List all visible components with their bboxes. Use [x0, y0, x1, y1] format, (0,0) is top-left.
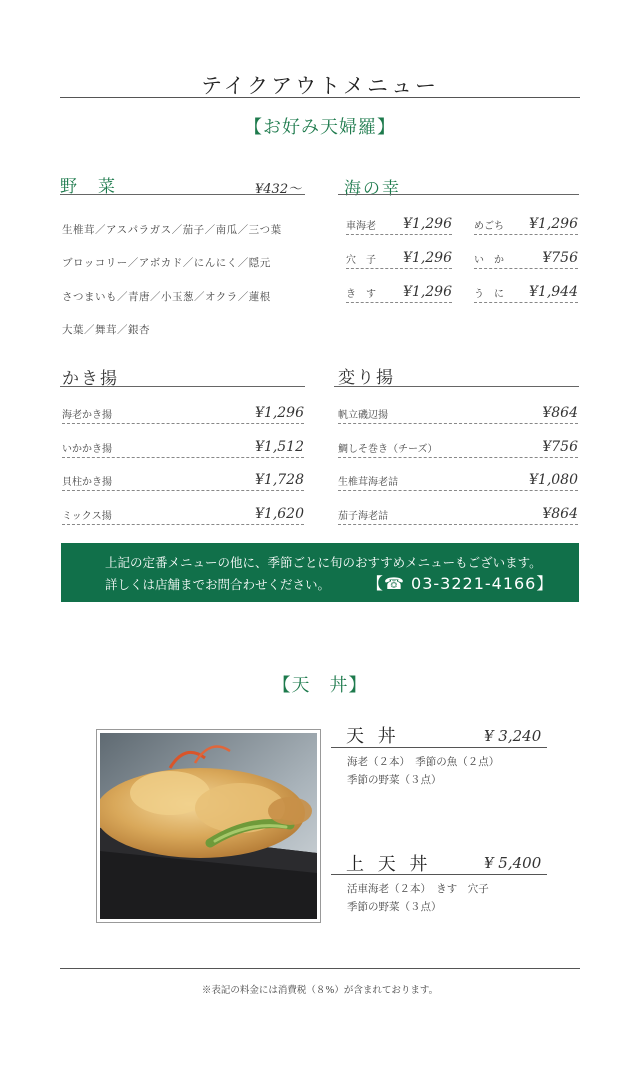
banner-line-2: 詳しくは店舗までお問合わせください。	[105, 577, 331, 592]
item-price: ¥1,296	[255, 405, 304, 421]
section-title-tendon: 【天 丼】	[272, 675, 368, 696]
kawariage-rule	[334, 386, 579, 387]
item-name: 生椎茸海老詰	[338, 477, 398, 488]
item-name: う に	[474, 289, 504, 300]
vegetables-heading: 野 菜	[60, 177, 117, 197]
tendon-photo-image	[100, 733, 317, 919]
item-price: ¥1,728	[255, 472, 304, 488]
section-title-tempura: 【お好み天婦羅】	[244, 117, 396, 138]
seafood-rule	[338, 194, 579, 195]
menu-item	[62, 473, 304, 491]
vegetables-line: 大葉／舞茸／銀杏	[62, 324, 150, 336]
item-name: 海老かき揚	[62, 410, 112, 421]
kawariage-heading: 変り揚	[338, 368, 395, 388]
item-name: い か	[474, 255, 504, 266]
banner-line-1: 上記の定番メニューの他に、季節ごとに旬のおすすめメニューもございます。	[105, 555, 542, 570]
item-name: ミックス揚	[62, 511, 112, 522]
menu-item	[62, 440, 304, 458]
item-name: 鯛しそ巻き（チーズ）	[338, 444, 438, 455]
jo-tendon-price: ¥ 5,400	[484, 854, 542, 872]
vegetables-line: ブロッコリー／アボカド／にんにく／隠元	[62, 257, 271, 269]
vegetables-line: さつまいも／青唐／小玉葱／オクラ／蓮根	[62, 291, 271, 303]
menu-item	[346, 217, 452, 235]
item-name: いかかき揚	[62, 444, 112, 455]
jo-tendon-description: 活車海老（２本） きす 穴子	[347, 883, 489, 895]
tendon-name: 天 丼	[346, 726, 400, 747]
menu-item	[346, 285, 452, 303]
item-price: ¥1,080	[529, 472, 578, 488]
menu-item	[474, 285, 578, 303]
tendon-description: 季節の野菜（３点）	[347, 774, 442, 786]
menu-item	[346, 251, 452, 269]
item-price: ¥864	[542, 405, 578, 421]
item-price: ¥1,944	[529, 284, 578, 300]
item-price: ¥756	[542, 250, 578, 266]
menu-item	[62, 507, 304, 525]
item-name: 穴 子	[346, 255, 376, 266]
vegetables-line: 生椎茸／アスパラガス／茄子／南瓜／三つ葉	[62, 224, 282, 236]
item-name: めごち	[474, 221, 504, 232]
jo-tendon-name: 上 天 丼	[346, 854, 432, 875]
item-price: ¥1,296	[403, 216, 452, 232]
menu-item	[338, 440, 578, 458]
menu-item	[338, 473, 578, 491]
item-name: 茄子海老詰	[338, 511, 388, 522]
menu-item	[474, 217, 578, 235]
kakiage-rule	[60, 386, 305, 387]
item-price: ¥1,296	[403, 284, 452, 300]
item-price: ¥1,296	[403, 250, 452, 266]
tendon-description: 海老（２本） 季節の魚（２点）	[347, 756, 500, 768]
menu-item	[62, 406, 304, 424]
item-price: ¥1,296	[529, 216, 578, 232]
item-price: ¥756	[542, 439, 578, 455]
menu-item	[338, 406, 578, 424]
tendon-price: ¥ 3,240	[484, 727, 542, 745]
item-name: き す	[346, 289, 376, 300]
vegetables-rule	[60, 194, 305, 195]
item-price: ¥864	[542, 506, 578, 522]
tendon-photo	[96, 729, 321, 923]
jo-tendon-description: 季節の野菜（３点）	[347, 901, 442, 913]
footer-divider	[60, 968, 580, 969]
phone-number[interactable]: 【☎ 03-3221-4166】	[367, 574, 554, 593]
item-name: 車海老	[346, 221, 376, 232]
item-name: 帆立磯辺揚	[338, 410, 388, 421]
info-banner	[61, 543, 579, 602]
item-name: 貝柱かき揚	[62, 477, 112, 488]
item-price: ¥1,620	[255, 506, 304, 522]
title-divider	[60, 97, 580, 98]
seafood-heading: 海の幸	[344, 179, 401, 199]
jo-tendon-rule	[331, 874, 547, 875]
tax-footnote: ※表記の料金には消費税（８%）が含まれております。	[201, 985, 439, 996]
menu-item	[474, 251, 578, 269]
page-title: テイクアウトメニュー	[201, 74, 439, 98]
item-price: ¥1,512	[255, 439, 304, 455]
vegetables-price: ¥432〜	[255, 182, 302, 197]
menu-item	[338, 507, 578, 525]
kakiage-heading: かき揚	[62, 369, 119, 389]
tendon-rule	[331, 747, 547, 748]
